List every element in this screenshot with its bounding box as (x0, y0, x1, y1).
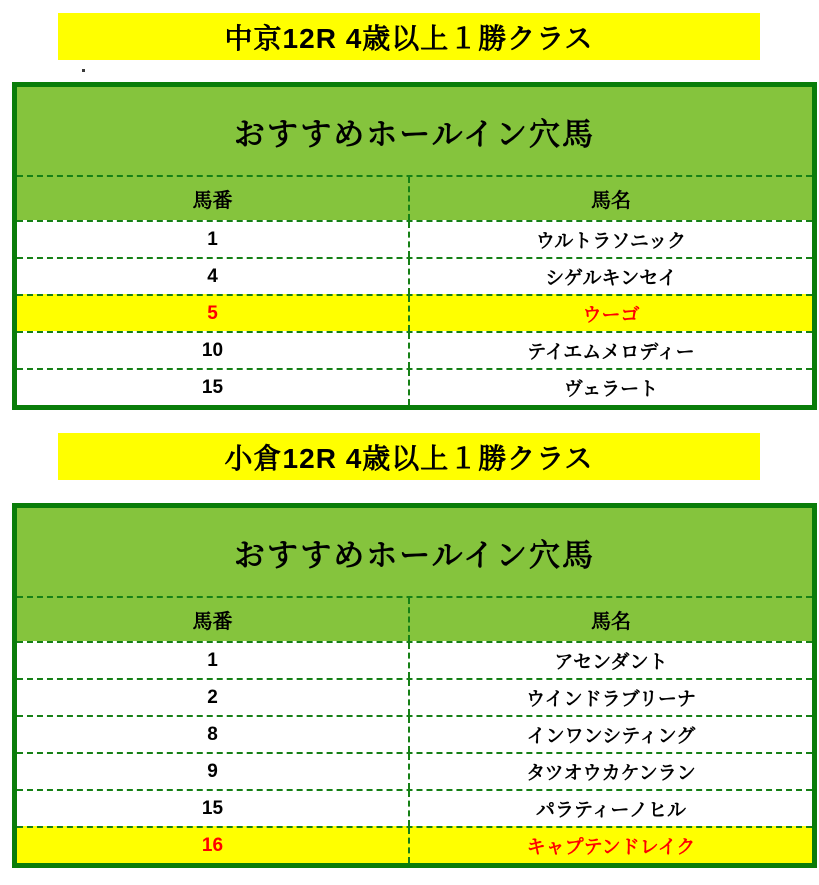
horse-number-cell: 8 (207, 723, 218, 745)
table-row (17, 257, 812, 294)
table-row-highlighted (17, 294, 812, 331)
column-header-horse-name: 馬名 (408, 598, 812, 641)
horse-number-cell: 4 (207, 265, 218, 287)
horse-name-cell: ウーゴ (408, 296, 812, 331)
column-header-row (17, 175, 812, 220)
horse-name-cell: パラティーノヒル (408, 791, 812, 826)
table-row (17, 752, 812, 789)
table-title: おすすめホールイン穴馬 (17, 87, 812, 175)
recommend-table-chukyo (12, 82, 817, 410)
table-row (17, 678, 812, 715)
race-banner-kokura-12r (58, 433, 760, 480)
table-row (17, 331, 812, 368)
race-banner-label: 小倉12R 4歳以上１勝クラス (224, 442, 594, 474)
table-row-highlighted (17, 826, 812, 863)
horse-number-cell: 16 (201, 834, 224, 856)
horse-name-cell: キャプテンドレイク (408, 828, 812, 863)
table-title: おすすめホールイン穴馬 (17, 508, 812, 596)
recommend-table-kokura (12, 503, 817, 868)
horse-name-cell: ヴェラート (408, 370, 812, 405)
horse-number-cell: 9 (207, 760, 218, 782)
horse-name-cell: ウインドラブリーナ (408, 680, 812, 715)
column-header-row (17, 596, 812, 641)
race-banner-label: 中京12R 4歳以上１勝クラス (224, 22, 594, 54)
horse-number-cell: 2 (207, 686, 218, 708)
table-row (17, 641, 812, 678)
column-header-horse-number: 馬番 (192, 611, 233, 633)
horse-number-cell: 15 (201, 376, 224, 398)
horse-number-cell: 1 (207, 649, 218, 671)
column-header-horse-number: 馬番 (192, 190, 233, 212)
horse-name-cell: シゲルキンセイ (408, 259, 812, 294)
horse-number-cell: 5 (207, 302, 218, 324)
horse-name-cell: タツオウカケンラン (408, 754, 812, 789)
horse-number-cell: 15 (201, 797, 224, 819)
column-header-horse-name: 馬名 (408, 177, 812, 220)
horse-number-cell: 1 (207, 228, 218, 250)
horse-name-cell: ウルトラソニック (408, 222, 812, 257)
race-banner-chukyo-12r (58, 13, 760, 60)
table-row (17, 368, 812, 405)
horse-name-cell: インワンシティング (408, 717, 812, 752)
horse-number-cell: 10 (201, 339, 224, 361)
horse-name-cell: テイエムメロディー (408, 333, 812, 368)
table-row (17, 789, 812, 826)
horse-name-cell: アセンダント (408, 643, 812, 678)
table-row (17, 715, 812, 752)
stray-mark (82, 69, 85, 72)
table-row (17, 220, 812, 257)
